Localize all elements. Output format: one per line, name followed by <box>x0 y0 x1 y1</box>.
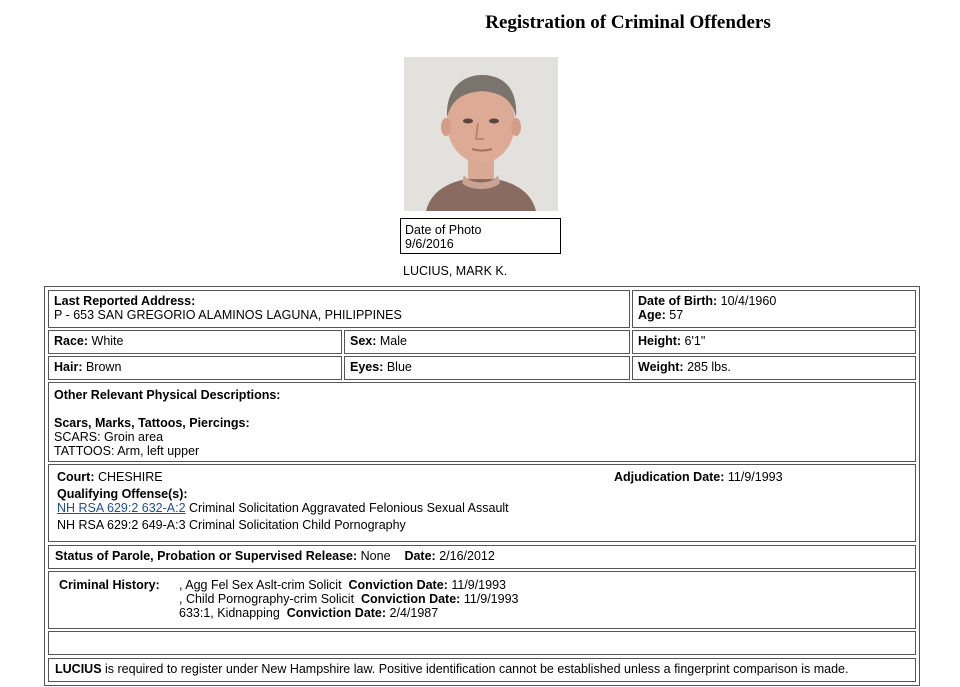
history-offense: , Agg Fel Sex Aslt-crim Solicit <box>179 578 342 592</box>
weight-label: Weight: <box>638 360 684 374</box>
notice-text: is required to register under New Hampshire law. Positive identification cannot be established unless a fingerprint comparison is made. <box>105 662 849 676</box>
eyes-label: Eyes: <box>350 360 384 374</box>
hair-cell <box>48 356 342 380</box>
photo-date-label: Date of Photo <box>405 223 482 237</box>
offender-name: LUCIUS, MARK K. <box>403 264 508 278</box>
parole-date-label: Date: <box>404 549 436 563</box>
parole-date-value: 2/16/2012 <box>439 549 495 563</box>
eyes-value: Blue <box>386 360 412 374</box>
criminal-history-cell <box>48 571 916 629</box>
smt-label: Scars, Marks, Tattoos, Piercings: <box>54 416 250 430</box>
race-cell <box>48 330 342 354</box>
offense-row <box>57 518 907 532</box>
offender-photo <box>404 57 558 211</box>
dob-label: Date of Birth: <box>638 294 718 308</box>
address-label: Last Reported Address: <box>54 294 196 308</box>
tattoos-value: TATTOOS: Arm, left upper <box>54 444 200 458</box>
scars-value: SCARS: Groin area <box>54 430 164 444</box>
sex-cell <box>344 330 630 354</box>
height-label: Height: <box>638 334 682 348</box>
history-item <box>179 606 519 620</box>
history-item <box>179 578 519 592</box>
height-cell <box>632 330 916 354</box>
address-cell <box>48 290 630 328</box>
offense-statute: NH RSA 629:2 649-A:3 <box>57 518 186 532</box>
sex-label: Sex: <box>350 334 377 348</box>
offender-portrait-image <box>404 57 558 211</box>
registration-notice-cell <box>48 658 916 682</box>
physical-label: Other Relevant Physical Descriptions: <box>54 388 281 402</box>
hair-label: Hair: <box>54 360 83 374</box>
physical-description-cell <box>48 382 916 462</box>
adjudication-value: 11/9/1993 <box>727 470 783 484</box>
height-value: 6'1" <box>684 334 706 348</box>
offense-description: Criminal Solicitation Aggravated Felonious Sexual Assault <box>189 501 509 515</box>
photo-date-value: 9/6/2016 <box>405 237 454 251</box>
offense-statute-link[interactable]: NH RSA 629:2 632-A:2 <box>57 501 186 515</box>
history-item <box>179 592 519 606</box>
history-conviction-date: 11/9/1993 <box>463 592 519 606</box>
history-conviction-date: 11/9/1993 <box>451 578 506 592</box>
offense-description: Criminal Solicitation Child Pornography <box>189 518 406 532</box>
notice-surname: LUCIUS <box>55 662 102 676</box>
history-label: Criminal History: <box>59 578 160 592</box>
weight-value: 285 lbs. <box>687 360 731 374</box>
offenses-label: Qualifying Offense(s): <box>57 487 188 501</box>
address-value: P - 653 SAN GREGORIO ALAMINOS LAGUNA, PHILIPPINES <box>54 308 402 322</box>
age-label: Age: <box>638 308 666 322</box>
history-offense: , Child Pornography-crim Solicit <box>179 592 355 606</box>
history-conviction-label: Conviction Date: <box>361 592 461 606</box>
parole-label: Status of Parole, Probation or Supervised Release: <box>55 549 358 563</box>
court-cell <box>48 464 916 542</box>
offender-details-table <box>44 286 920 686</box>
race-value: White <box>91 334 124 348</box>
eyes-cell <box>344 356 630 380</box>
history-conviction-label: Conviction Date: <box>286 606 387 620</box>
sex-value: Male <box>379 334 407 348</box>
court-value: CHESHIRE <box>97 470 163 484</box>
adjudication-label: Adjudication Date: <box>614 470 725 484</box>
dob-cell <box>632 290 916 328</box>
history-conviction-label: Conviction Date: <box>348 578 448 592</box>
hair-value: Brown <box>85 360 122 374</box>
race-label: Race: <box>54 334 89 348</box>
page-title: Registration of Criminal Offenders <box>485 12 771 33</box>
court-label: Court: <box>57 470 95 484</box>
dob-value: 10/4/1960 <box>720 294 777 308</box>
parole-value: None <box>360 549 391 563</box>
history-conviction-date: 2/4/1987 <box>389 606 439 620</box>
weight-cell <box>632 356 916 380</box>
parole-cell <box>48 545 916 569</box>
photo-date-box <box>400 218 561 254</box>
age-value: 57 <box>669 308 684 322</box>
offense-row <box>57 501 907 515</box>
history-offense: 633:1, Kidnapping <box>179 606 280 620</box>
empty-row <box>48 631 916 655</box>
